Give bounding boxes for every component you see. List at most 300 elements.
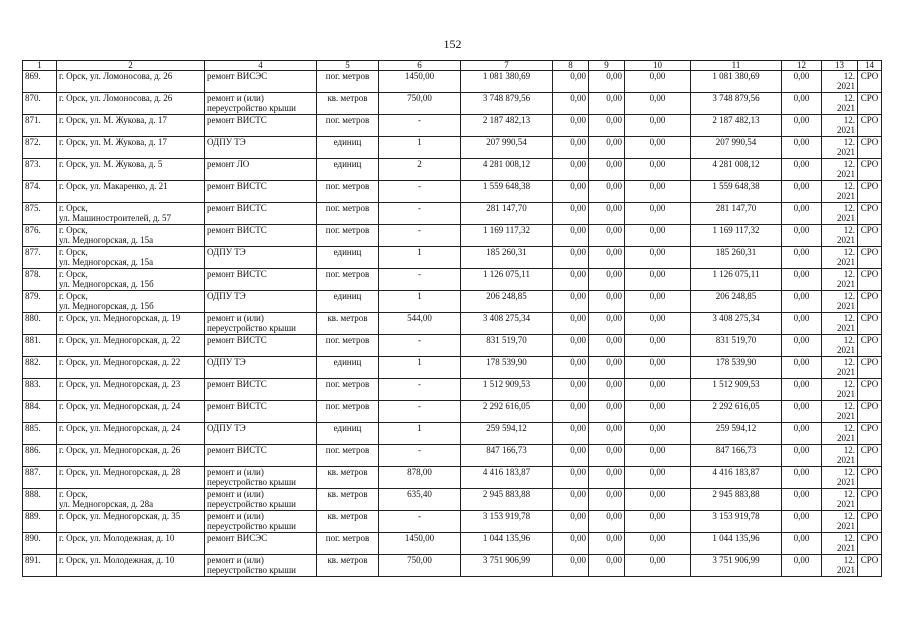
unit-cell: единиц [317,159,379,181]
unit-cell: пог. метров [317,181,379,203]
table-row [23,555,882,577]
cost-cell: 0,00 [625,225,691,247]
quantity-cell: - [379,269,461,291]
cost-cell: 3 751 906,99 [691,555,782,577]
table-row [23,467,882,489]
cost-cell: 0,00 [625,445,691,467]
period-cell: 12. 2021 [822,423,858,445]
cost-cell: 0,00 [553,555,589,577]
table-row [23,423,882,445]
cost-cell: 0,00 [553,313,589,335]
period-cell: 12. 2021 [822,533,858,555]
quantity-cell: - [379,225,461,247]
cost-cell: 0,00 [782,357,822,379]
cost-cell: 0,00 [589,489,625,511]
capital-repair-table [22,60,882,577]
cost-cell: 0,00 [589,423,625,445]
address-cell: г. Орск, ул. Ломоносова, д. 26 [57,93,205,115]
cost-cell: 1 559 648,38 [691,181,782,203]
column-header: 8 [553,61,589,71]
cost-cell: 0,00 [782,555,822,577]
cost-cell: 0,00 [625,401,691,423]
total-cost-cell: 831 519,70 [461,335,553,357]
total-cost-cell: 2 187 482,13 [461,115,553,137]
source-cell: СРО [858,357,882,379]
cost-cell: 3 153 919,78 [691,511,782,533]
row-number: 879. [23,291,57,313]
address-cell: г. Орск, ул. Машиностроителей, д. 57 [57,203,205,225]
cost-cell: 185 260,31 [691,247,782,269]
total-cost-cell: 1 126 075,11 [461,269,553,291]
table-row [23,159,882,181]
table-row [23,137,882,159]
cost-cell: 0,00 [782,225,822,247]
cost-cell: 0,00 [589,533,625,555]
period-cell: 12. 2021 [822,445,858,467]
unit-cell: единиц [317,291,379,313]
work-type-cell: ремонт и (или) переустройство крыши [205,511,317,533]
cost-cell: 0,00 [782,379,822,401]
address-cell: г. Орск, ул. Медногорская, д. 22 [57,335,205,357]
work-type-cell: ремонт ВИСТС [205,225,317,247]
table-row [23,291,882,313]
cost-cell: 4 281 008,12 [691,159,782,181]
cost-cell: 0,00 [782,445,822,467]
column-header: 14 [858,61,882,71]
cost-cell: 0,00 [589,401,625,423]
cost-cell: 0,00 [589,379,625,401]
cost-cell: 0,00 [782,203,822,225]
work-type-cell: ОДПУ ТЭ [205,357,317,379]
cost-cell: 0,00 [589,181,625,203]
unit-cell: пог. метров [317,379,379,401]
cost-cell: 2 292 616,05 [691,401,782,423]
row-number: 873. [23,159,57,181]
row-number: 880. [23,313,57,335]
cost-cell: 0,00 [782,313,822,335]
work-type-cell: ремонт ВИСЭС [205,71,317,93]
quantity-cell: 635,40 [379,489,461,511]
unit-cell: единиц [317,247,379,269]
period-cell: 12. 2021 [822,71,858,93]
cost-cell: 0,00 [553,137,589,159]
row-number: 876. [23,225,57,247]
total-cost-cell: 2 945 883,88 [461,489,553,511]
cost-cell: 0,00 [553,533,589,555]
table-row [23,489,882,511]
period-cell: 12. 2021 [822,357,858,379]
cost-cell: 0,00 [625,115,691,137]
cost-cell: 0,00 [589,335,625,357]
cost-cell: 0,00 [589,313,625,335]
unit-cell: единиц [317,357,379,379]
source-cell: СРО [858,335,882,357]
source-cell: СРО [858,313,882,335]
total-cost-cell: 1 169 117,32 [461,225,553,247]
cost-cell: 0,00 [589,445,625,467]
period-cell: 12. 2021 [822,467,858,489]
column-header: 12 [782,61,822,71]
cost-cell: 0,00 [553,269,589,291]
work-type-cell: ремонт ВИСТС [205,401,317,423]
row-number: 886. [23,445,57,467]
total-cost-cell: 4 281 008,12 [461,159,553,181]
cost-cell: 0,00 [553,181,589,203]
address-cell: г. Орск, ул. Медногорская, д. 15а [57,247,205,269]
source-cell: СРО [858,467,882,489]
period-cell: 12. 2021 [822,555,858,577]
cost-cell: 0,00 [782,291,822,313]
unit-cell: кв. метров [317,555,379,577]
cost-cell: 0,00 [782,159,822,181]
source-cell: СРО [858,489,882,511]
period-cell: 12. 2021 [822,181,858,203]
row-number: 882. [23,357,57,379]
table-row [23,445,882,467]
unit-cell: пог. метров [317,225,379,247]
column-header: 11 [691,61,782,71]
cost-cell: 0,00 [589,291,625,313]
address-cell: г. Орск, ул. Медногорская, д. 15а [57,225,205,247]
cost-cell: 0,00 [589,115,625,137]
quantity-cell: - [379,511,461,533]
table-row [23,247,882,269]
period-cell: 12. 2021 [822,159,858,181]
cost-cell: 0,00 [589,137,625,159]
cost-cell: 178 539,90 [691,357,782,379]
cost-cell: 0,00 [782,335,822,357]
cost-cell: 0,00 [589,555,625,577]
cost-cell: 0,00 [625,555,691,577]
cost-cell: 0,00 [553,159,589,181]
table-row [23,71,882,93]
unit-cell: пог. метров [317,269,379,291]
address-cell: г. Орск, ул. Медногорская, д. 15б [57,269,205,291]
cost-cell: 0,00 [782,467,822,489]
row-number: 874. [23,181,57,203]
unit-cell: единиц [317,423,379,445]
column-header: 10 [625,61,691,71]
quantity-cell: - [379,379,461,401]
row-number: 875. [23,203,57,225]
cost-cell: 831 519,70 [691,335,782,357]
unit-cell: пог. метров [317,401,379,423]
work-type-cell: ОДПУ ТЭ [205,423,317,445]
table-row [23,401,882,423]
quantity-cell: 1 [379,423,461,445]
cost-cell: 0,00 [625,533,691,555]
quantity-cell: 1 [379,137,461,159]
unit-cell: пог. метров [317,533,379,555]
cost-cell: 1 081 380,69 [691,71,782,93]
cost-cell: 0,00 [625,313,691,335]
quantity-cell: 878,00 [379,467,461,489]
cost-cell: 0,00 [589,71,625,93]
table-row [23,379,882,401]
period-cell: 12. 2021 [822,137,858,159]
unit-cell: пог. метров [317,115,379,137]
quantity-cell: 544,00 [379,313,461,335]
cost-cell: 1 044 135,96 [691,533,782,555]
work-type-cell: ремонт ВИСТС [205,269,317,291]
cost-cell: 0,00 [625,181,691,203]
total-cost-cell: 1 512 909,53 [461,379,553,401]
source-cell: СРО [858,93,882,115]
quantity-cell: 1 [379,291,461,313]
cost-cell: 0,00 [553,71,589,93]
work-type-cell: ремонт ВИСТС [205,445,317,467]
table-row [23,313,882,335]
table-body [23,71,882,577]
source-cell: СРО [858,203,882,225]
total-cost-cell: 207 990,54 [461,137,553,159]
cost-cell: 0,00 [589,511,625,533]
cost-cell: 0,00 [782,115,822,137]
period-cell: 12. 2021 [822,203,858,225]
row-number: 871. [23,115,57,137]
work-type-cell: ОДПУ ТЭ [205,137,317,159]
work-type-cell: ремонт ВИСЭС [205,533,317,555]
cost-cell: 0,00 [782,489,822,511]
cost-cell: 0,00 [625,269,691,291]
cost-cell: 207 990,54 [691,137,782,159]
row-number: 888. [23,489,57,511]
cost-cell: 0,00 [625,467,691,489]
cost-cell: 1 512 909,53 [691,379,782,401]
column-header: 13 [822,61,858,71]
quantity-cell: - [379,445,461,467]
address-cell: г. Орск, ул. М. Жукова, д. 17 [57,137,205,159]
period-cell: 12. 2021 [822,115,858,137]
address-cell: г. Орск, ул. Медногорская, д. 28а [57,489,205,511]
unit-cell: кв. метров [317,313,379,335]
address-cell: г. Орск, ул. Медногорская, д. 24 [57,423,205,445]
cost-cell: 0,00 [625,291,691,313]
total-cost-cell: 2 292 616,05 [461,401,553,423]
cost-cell: 1 169 117,32 [691,225,782,247]
period-cell: 12. 2021 [822,247,858,269]
cost-cell: 281 147,70 [691,203,782,225]
cost-cell: 0,00 [625,511,691,533]
row-number: 890. [23,533,57,555]
table-row [23,335,882,357]
cost-cell: 0,00 [625,247,691,269]
cost-cell: 206 248,85 [691,291,782,313]
cost-cell: 0,00 [553,115,589,137]
row-number: 878. [23,269,57,291]
address-cell: г. Орск, ул. Молодежная, д. 10 [57,555,205,577]
work-type-cell: ремонт и (или) переустройство крыши [205,489,317,511]
cost-cell: 0,00 [553,489,589,511]
column-header: 7 [461,61,553,71]
cost-cell: 259 594,12 [691,423,782,445]
table-row [23,269,882,291]
period-cell: 12. 2021 [822,269,858,291]
work-type-cell: ремонт ВИСТС [205,115,317,137]
cost-cell: 0,00 [625,93,691,115]
cost-cell: 0,00 [782,247,822,269]
source-cell: СРО [858,181,882,203]
work-type-cell: ОДПУ ТЭ [205,291,317,313]
period-cell: 12. 2021 [822,379,858,401]
address-cell: г. Орск, ул. Медногорская, д. 19 [57,313,205,335]
cost-cell: 0,00 [782,401,822,423]
cost-cell: 0,00 [782,71,822,93]
quantity-cell: - [379,401,461,423]
quantity-cell: - [379,115,461,137]
cost-cell: 0,00 [553,357,589,379]
address-cell: г. Орск, ул. Медногорская, д. 23 [57,379,205,401]
quantity-cell: 1 [379,357,461,379]
total-cost-cell: 259 594,12 [461,423,553,445]
address-cell: г. Орск, ул. Макаренко, д. 21 [57,181,205,203]
period-cell: 12. 2021 [822,511,858,533]
cost-cell: 0,00 [625,137,691,159]
cost-cell: 0,00 [553,335,589,357]
row-number: 884. [23,401,57,423]
quantity-cell: 1 [379,247,461,269]
work-type-cell: ремонт ЛО [205,159,317,181]
cost-cell: 1 126 075,11 [691,269,782,291]
work-type-cell: ремонт ВИСТС [205,203,317,225]
cost-cell: 2 945 883,88 [691,489,782,511]
address-cell: г. Орск, ул. Ломоносова, д. 26 [57,71,205,93]
quantity-cell: 1450,00 [379,533,461,555]
cost-cell: 0,00 [589,467,625,489]
cost-cell: 0,00 [782,423,822,445]
total-cost-cell: 1 559 648,38 [461,181,553,203]
cost-cell: 2 187 482,13 [691,115,782,137]
column-number-header-row [23,61,882,71]
page-number: 152 [443,37,462,51]
cost-cell: 0,00 [625,159,691,181]
cost-cell: 3 748 879,56 [691,93,782,115]
quantity-cell: 1450,00 [379,71,461,93]
total-cost-cell: 206 248,85 [461,291,553,313]
table-row [23,225,882,247]
cost-cell: 0,00 [553,225,589,247]
total-cost-cell: 3 153 919,78 [461,511,553,533]
column-header: 5 [317,61,379,71]
column-header: 2 [57,61,205,71]
source-cell: СРО [858,445,882,467]
source-cell: СРО [858,247,882,269]
address-cell: г. Орск, ул. Медногорская, д. 35 [57,511,205,533]
cost-cell: 0,00 [553,401,589,423]
cost-cell: 0,00 [625,357,691,379]
unit-cell: пог. метров [317,203,379,225]
column-header: 1 [23,61,57,71]
table-row [23,115,882,137]
source-cell: СРО [858,71,882,93]
column-header: 4 [205,61,317,71]
source-cell: СРО [858,511,882,533]
table-row [23,357,882,379]
cost-cell: 0,00 [553,93,589,115]
address-cell: г. Орск, ул. Медногорская, д. 22 [57,357,205,379]
row-number: 883. [23,379,57,401]
cost-cell: 4 416 183,87 [691,467,782,489]
unit-cell: кв. метров [317,489,379,511]
total-cost-cell: 847 166,73 [461,445,553,467]
work-type-cell: ремонт и (или) переустройство крыши [205,467,317,489]
unit-cell: пог. метров [317,71,379,93]
work-type-cell: ремонт ВИСТС [205,379,317,401]
work-type-cell: ремонт и (или) переустройство крыши [205,313,317,335]
address-cell: г. Орск, ул. М. Жукова, д. 5 [57,159,205,181]
row-number: 870. [23,93,57,115]
cost-cell: 0,00 [553,247,589,269]
address-cell: г. Орск, ул. Медногорская, д. 26 [57,445,205,467]
row-number: 872. [23,137,57,159]
source-cell: СРО [858,269,882,291]
cost-cell: 0,00 [553,423,589,445]
work-type-cell: ремонт ВИСТС [205,335,317,357]
unit-cell: кв. метров [317,467,379,489]
cost-cell: 0,00 [589,357,625,379]
cost-cell: 0,00 [589,203,625,225]
unit-cell: кв. метров [317,93,379,115]
source-cell: СРО [858,555,882,577]
cost-cell: 0,00 [589,247,625,269]
column-header: 6 [379,61,461,71]
address-cell: г. Орск, ул. Молодежная, д. 10 [57,533,205,555]
quantity-cell: 750,00 [379,555,461,577]
source-cell: СРО [858,115,882,137]
quantity-cell: - [379,203,461,225]
total-cost-cell: 3 751 906,99 [461,555,553,577]
cost-cell: 0,00 [625,335,691,357]
row-number: 885. [23,423,57,445]
source-cell: СРО [858,379,882,401]
work-type-cell: ремонт и (или) переустройство крыши [205,555,317,577]
period-cell: 12. 2021 [822,401,858,423]
source-cell: СРО [858,533,882,555]
total-cost-cell: 3 408 275,34 [461,313,553,335]
column-header: 9 [589,61,625,71]
cost-cell: 0,00 [589,93,625,115]
cost-cell: 0,00 [553,203,589,225]
period-cell: 12. 2021 [822,335,858,357]
address-cell: г. Орск, ул. Медногорская, д. 15б [57,291,205,313]
cost-cell: 0,00 [553,379,589,401]
table-row [23,203,882,225]
cost-cell: 0,00 [625,71,691,93]
cost-cell: 0,00 [625,203,691,225]
cost-cell: 0,00 [589,159,625,181]
source-cell: СРО [858,291,882,313]
period-cell: 12. 2021 [822,93,858,115]
row-number: 881. [23,335,57,357]
cost-cell: 847 166,73 [691,445,782,467]
unit-cell: единиц [317,137,379,159]
cost-cell: 0,00 [782,181,822,203]
total-cost-cell: 185 260,31 [461,247,553,269]
unit-cell: кв. метров [317,511,379,533]
source-cell: СРО [858,159,882,181]
work-type-cell: ремонт ВИСТС [205,181,317,203]
address-cell: г. Орск, ул. Медногорская, д. 24 [57,401,205,423]
cost-cell: 0,00 [782,93,822,115]
cost-cell: 0,00 [553,291,589,313]
cost-cell: 0,00 [553,467,589,489]
period-cell: 12. 2021 [822,291,858,313]
cost-cell: 0,00 [782,269,822,291]
total-cost-cell: 4 416 183,87 [461,467,553,489]
cost-cell: 0,00 [553,511,589,533]
cost-cell: 0,00 [625,423,691,445]
work-type-cell: ремонт и (или) переустройство крыши [205,93,317,115]
